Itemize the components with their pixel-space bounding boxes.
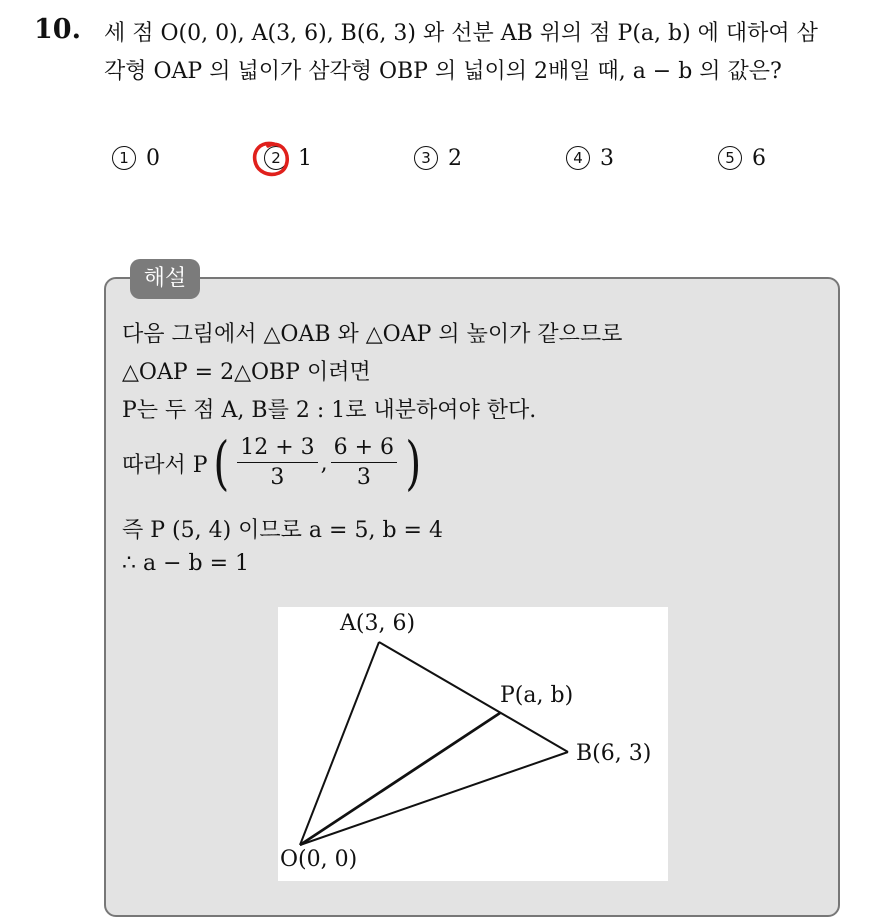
solution-line-2: △OAP = 2△OBP 이려면 [122,360,371,385]
choice-1[interactable] [112,146,160,171]
choice-5-number: 5 [718,146,742,170]
choice-1-number: 1 [112,146,136,170]
choice-3-number: 3 [414,146,438,170]
solution-line-3: P는 두 점 A, B를 2 : 1로 내분하여야 한다. [122,398,537,423]
choice-2-number: 2 [264,146,288,170]
choice-1-value: 0 [146,146,160,171]
right-paren: ) [405,429,422,497]
fraction-2 [331,435,397,491]
question-text-line-1: 세 점 O(0, 0), A(3, 6), B(6, 3) 와 선분 AB 위의 점 P(a, b) 에 대하여 삼 [104,21,818,46]
solution-line-5: 즉 P (5, 4) 이므로 a = 5, b = 4 [122,518,443,543]
label-point-a: A(3, 6) [340,611,416,636]
choice-3-value: 2 [448,146,462,171]
question-number: 10. [34,14,81,45]
fraction-2-numerator: 6 + 6 [331,435,397,463]
fraction-2-denominator: 3 [356,465,371,490]
choice-4[interactable] [566,146,614,171]
solution-tag: 해설 [130,259,200,299]
segment-oa [300,642,379,845]
left-paren: ( [212,429,229,497]
label-point-b: B(6, 3) [576,741,652,766]
choice-3[interactable] [414,146,462,171]
segment-op [300,713,500,845]
segment-ob [300,752,568,845]
choice-2-value: 1 [298,146,312,171]
answer-circle-mark [250,138,294,180]
solution-line-4-prefix: 따라서 P [122,452,208,478]
question-text-line-2: 각형 OAP 의 넓이가 삼각형 OBP 의 넓이의 2배일 때, a − b 의 값은? [104,59,782,84]
fraction-1 [237,435,317,491]
choice-5-value: 6 [752,146,766,171]
choice-4-number: 4 [566,146,590,170]
choice-4-value: 3 [600,146,614,171]
solution-line-1: 다음 그림에서 △OAB 와 △OAP 의 높이가 같으므로 [122,322,623,347]
fraction-1-numerator: 12 + 3 [237,435,317,463]
solution-line-6: ∴ a − b = 1 [122,551,250,576]
label-point-o: O(0, 0) [280,847,358,872]
label-point-p: P(a, b) [500,683,574,708]
triangle-figure [278,607,668,881]
solution-line-4 [122,428,427,498]
choice-5[interactable] [718,146,766,171]
fraction-comma: , [320,450,328,476]
fraction-1-denominator: 3 [270,465,285,490]
